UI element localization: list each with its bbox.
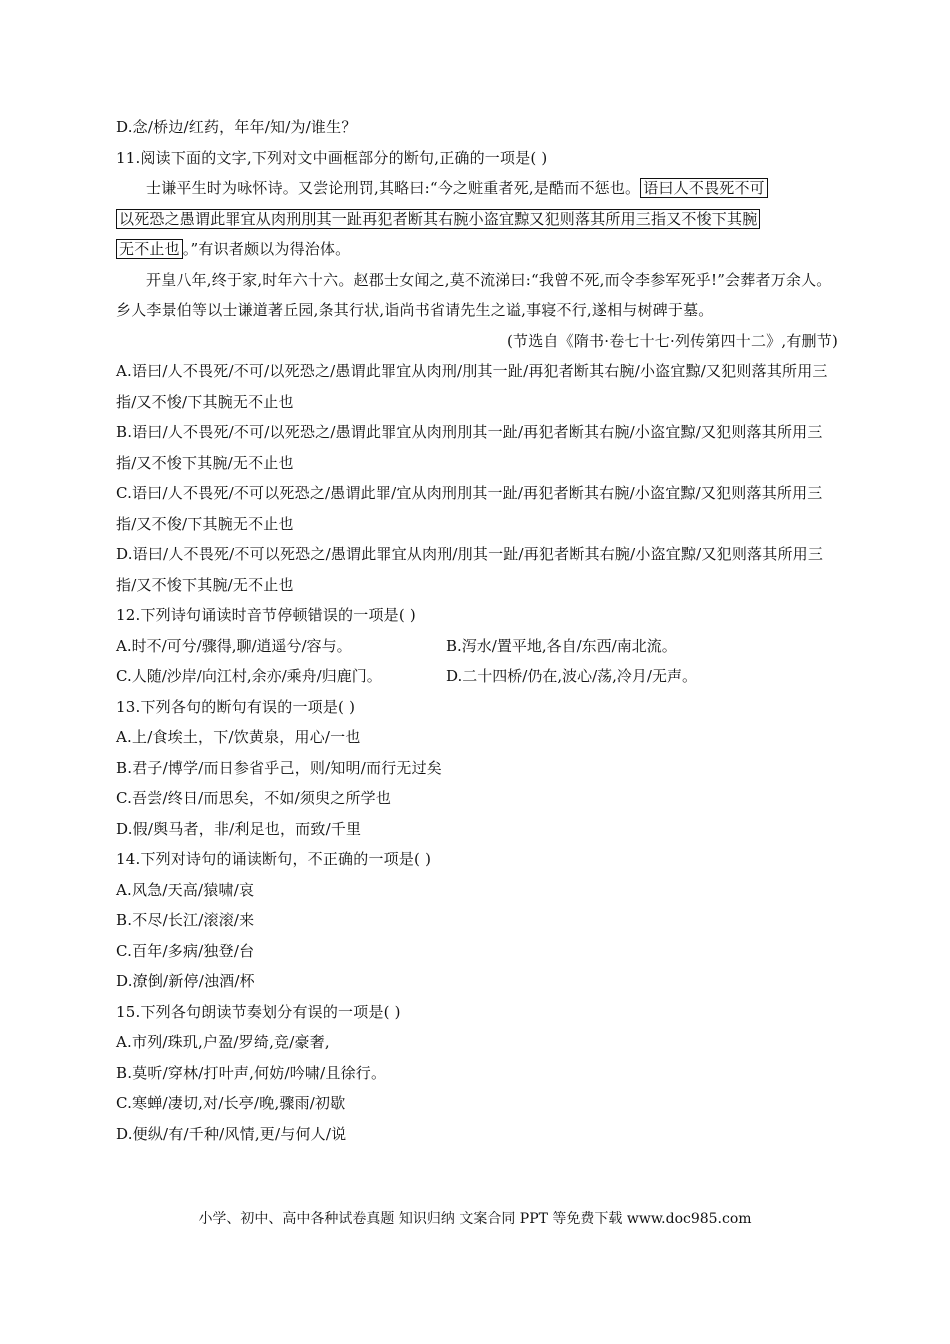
q13-option-c: C.吾尝/终日/而思矣，不如/须臾之所学也: [116, 789, 392, 807]
q15-option-b: B.莫听/穿林/打叶声,何妨/吟啸/且徐行。: [116, 1063, 387, 1082]
passage-line-2: [116, 204, 838, 235]
q14-option-c: C.百年/多病/独登/台: [116, 941, 255, 960]
q12-options-row-2: [116, 661, 838, 692]
q13-option-a: A.上/食埃土，下/饮黄泉，用心/一也: [116, 728, 361, 746]
passage-line-3: [116, 234, 838, 265]
q11-option-b: B.语曰/人不畏死/不可/以死恐之/愚谓此罪宜从肉刑刖其一趾/再犯者断其右腕/小盗宜黥/又犯则落其所用三指/又不悛下其腕/无不止也: [116, 423, 823, 472]
q14-option-d: D.潦倒/新停/浊酒/杯: [116, 972, 255, 990]
q11-option-d: D.语曰/人不畏死/不可以死恐之/愚谓此罪宜从肉刑/刖其一趾/再犯者断其右腕/小盗宜黥/又犯则落其所用三指/又不悛下其腕/无不止也: [116, 545, 824, 594]
q12-option-a: A.时不/可兮/骤得,聊/逍遥兮/容与。: [116, 636, 352, 655]
q14-stem: 14.下列对诗句的诵读断句，不正确的一项是( ): [116, 850, 432, 868]
passage-text: 。”有识者颇以为得治体。: [182, 240, 351, 258]
q12-option-d: D.二十四桥/仍在,波心/荡,冷月/无声。: [446, 667, 697, 685]
q14-option-a: A.风急/天高/猿啸/哀: [116, 880, 255, 899]
q13-option-b: B.君子/博学/而日参省乎己，则/知明/而行无过矣: [116, 758, 443, 777]
q12-option-c: C.人随/沙岸/向江村,余亦/乘舟/归鹿门。: [116, 667, 382, 685]
page-footer: 小学、初中、高中各种试卷真题 知识归纳 文案合同 PPT 等免费下载 www.doc985.com: [198, 1211, 752, 1227]
boxed-text: 语曰人不畏死不可: [640, 178, 768, 198]
boxed-text: 无不止也: [116, 239, 183, 259]
passage-line-1: [116, 173, 838, 204]
q11-option-c: C.语曰/人不畏死/不可以死恐之/愚谓此罪/宜从肉刑刖其一趾/再犯者断其右腕/小盗宜黥/又犯则落其所用三指/又不俊/下其腕无不止也: [116, 484, 823, 533]
q15-option-d: D.便纵/有/千种/风情,更/与何人/说: [116, 1124, 347, 1143]
exam-page: [116, 112, 838, 1149]
boxed-text: 以死恐之愚谓此罪宜从肉刑刖其一趾再犯者断其右腕小盗宜黥又犯则落其所用三指又不悛下其腕: [116, 209, 760, 229]
q11-stem: 11.阅读下面的文字,下列对文中画框部分的断句,正确的一项是( ): [116, 148, 548, 167]
q15-option-a: A.市列/珠玑,户盈/罗绮,竞/豪奢,: [116, 1033, 330, 1051]
q12-options-row-1: [116, 631, 838, 662]
q14-option-b: B.不尽/长江/滚滚/来: [116, 911, 255, 929]
passage-source: (节选自《隋书·卷七十七·列传第四十二》,有删节): [506, 331, 838, 350]
q12-stem: 12.下列诗句诵读时音节停顿错误的一项是( ): [116, 606, 416, 624]
q11-option-a: A.语曰/人不畏死/不可/以死恐之/愚谓此罪宜从肉刑/刖其一趾/再犯者断其右腕/小盗宜黥/又犯则落其所用三指/又不悛/下其腕无不止也: [116, 362, 828, 411]
q13-stem: 13.下列各句的断句有误的一项是( ): [116, 697, 356, 716]
q15-option-c: C.寒蝉/凄切,对/长亭/晚,骤雨/初歇: [116, 1094, 346, 1112]
passage-paragraph-2: 开皇八年,终于家,时年六十六。赵郡士女闻之,莫不流涕曰:“我曾不死,而令李参军死乎!”会葬者万余人。乡人李景伯等以士谦道著丘园,条其行状,诣尚书省请先生之谥,事寝不行,遂相与树碑于墓。: [116, 270, 832, 319]
passage-text: 士谦平生时为咏怀诗。又尝论刑罚,其略曰:“今之赃重者死,是酷而不惩也。: [146, 179, 641, 197]
q15-stem: 15.下列各句朗读节奏划分有误的一项是( ): [116, 1002, 401, 1021]
q12-option-b: B.泻水/置平地,各自/东西/南北流。: [446, 636, 677, 655]
q10-option-d: D.念/桥边/红药，年年/知/为/谁生？: [116, 118, 357, 136]
q13-option-d: D.假/舆马者，非/利足也，而致/千里: [116, 819, 362, 838]
